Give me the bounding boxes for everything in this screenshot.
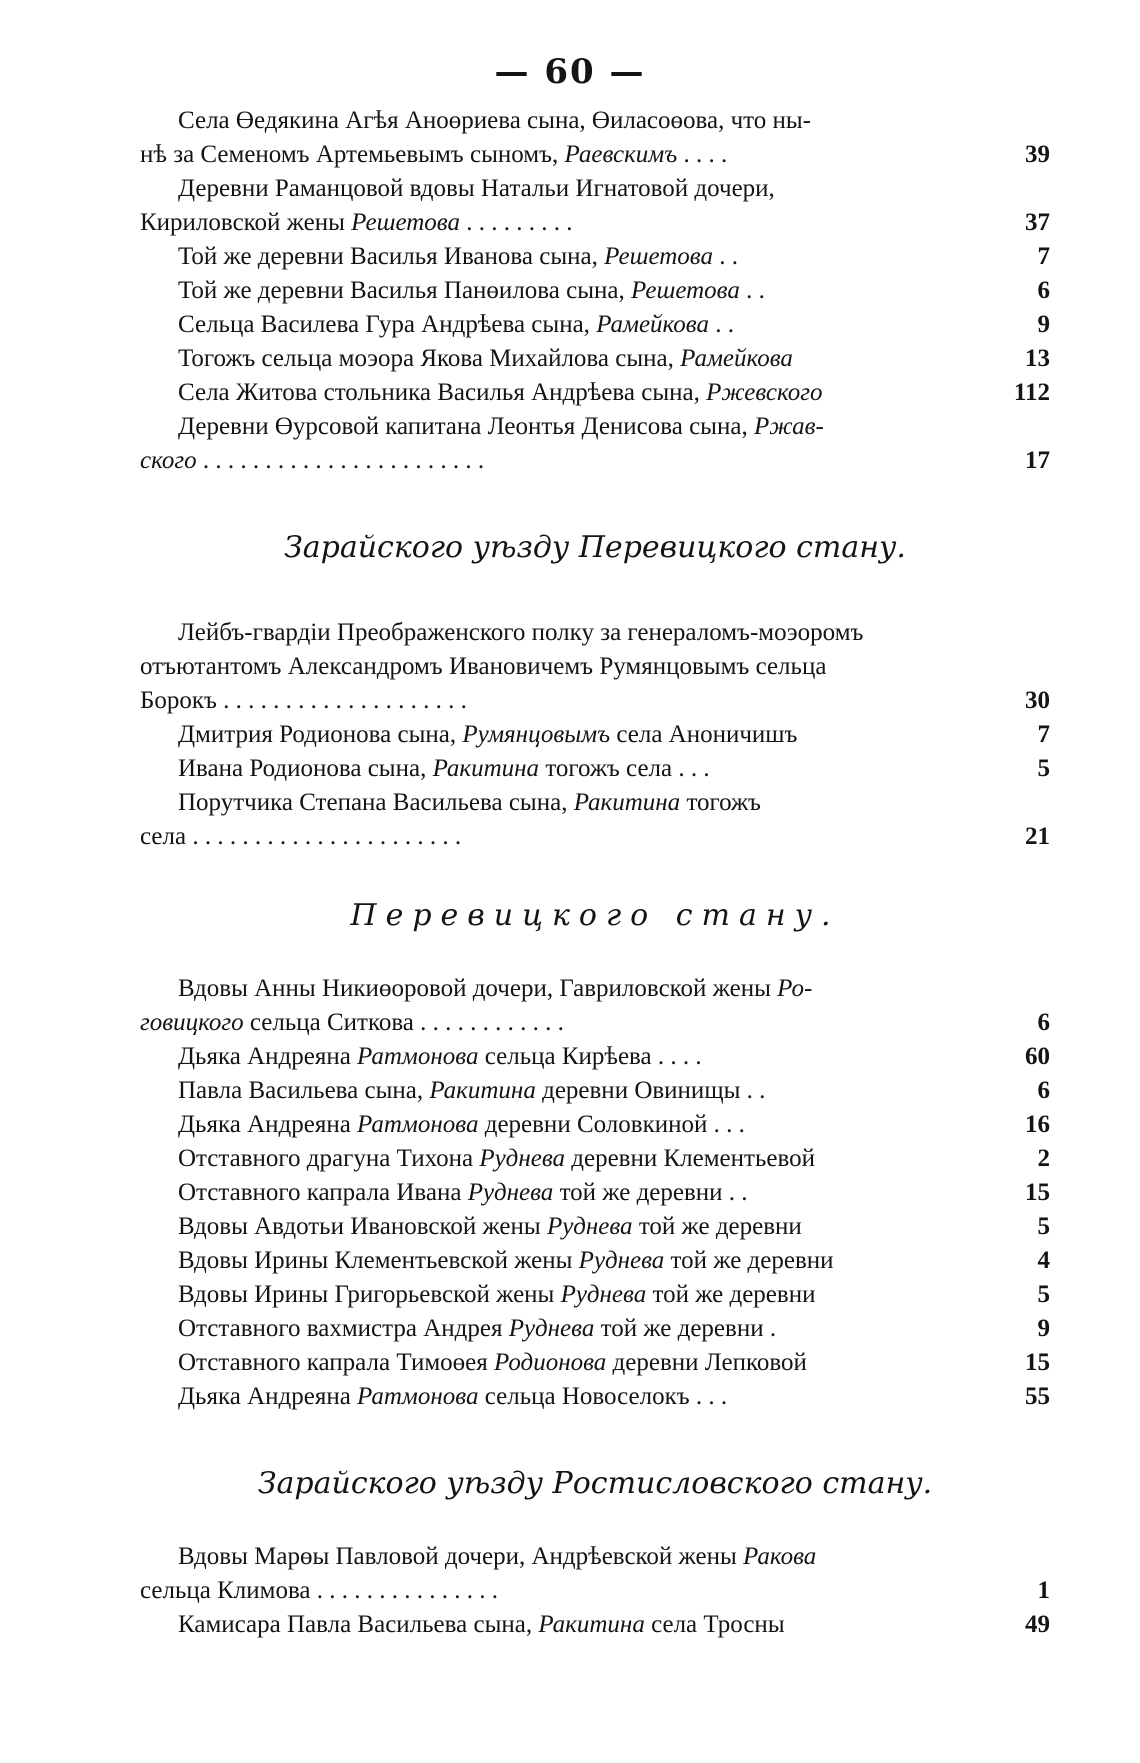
surname: Руднева bbox=[467, 1179, 554, 1206]
list-item: Дьяка Андреяна Ратмонова деревни Соловкиной . . . 16 bbox=[140, 1108, 1050, 1142]
count: 6 bbox=[1037, 1009, 1050, 1036]
surname: Ро- bbox=[777, 975, 813, 1002]
surname: Ржевского bbox=[706, 379, 823, 406]
list-item: Отставного капрала Тимоөея Родионова деревни Лепковой 15 bbox=[140, 1346, 1050, 1380]
surname: Решетова bbox=[604, 243, 713, 270]
count: 5 bbox=[1037, 1281, 1050, 1308]
list-item: Отставного драгуна Тихона Руднева деревни Клементьевой 2 bbox=[140, 1142, 1050, 1176]
list-item: Села Житова стольника Василья Андрѣева сына, Ржевского 112 bbox=[140, 376, 1050, 410]
section-heading: Зарайского уѣзду Ростисловского стану. bbox=[257, 1466, 933, 1501]
list-item: Вдовы Ирины Григорьевской жены Руднева той же деревни 5 bbox=[140, 1278, 1050, 1312]
list-item: Вдовы Марөы Павловой дочери, Андрѣевской жены Ракова bbox=[178, 1543, 817, 1570]
surname: Раевскимъ bbox=[564, 141, 678, 168]
entries-block-1 bbox=[140, 104, 1050, 478]
list-item bbox=[140, 172, 1050, 206]
list-item: Вдовы Авдотьи Ивановской жены Руднева той же деревни 5 bbox=[140, 1210, 1050, 1244]
surname: Ракитина bbox=[429, 1077, 536, 1104]
list-item: Сельца Василева Гура Андрѣева сына, Рамейкова . . 9 bbox=[140, 308, 1050, 342]
entry-text: Борокъ . . . . . . . . . . . . . . . . . . . . bbox=[140, 687, 467, 714]
list-item bbox=[140, 104, 1050, 138]
section-heading: Перевицкого стану. bbox=[350, 898, 840, 933]
count: 13 bbox=[1025, 345, 1050, 372]
list-item-cont bbox=[140, 1574, 1050, 1608]
entries-block-2 bbox=[140, 616, 1050, 854]
count: 55 bbox=[1025, 1383, 1050, 1410]
count: 21 bbox=[1025, 823, 1050, 850]
surname: Рамейкова bbox=[596, 311, 709, 338]
count: 112 bbox=[1013, 379, 1050, 406]
list-item: Вдовы Анны Никиөоровой дочери, Гавриловской жены Ро- bbox=[178, 975, 813, 1002]
list-item: Ивана Родионова сына, Ракитина тогожъ села . . . 5 bbox=[140, 752, 1050, 786]
count: 6 bbox=[1037, 1077, 1050, 1104]
list-item-cont: ского . . . . . . . . . . . . . . . . . . . . . . . 17 bbox=[140, 444, 1050, 478]
page-number: — 60 — bbox=[494, 52, 646, 92]
list-item: Вдовы Ирины Клементьевской жены Руднева той же деревни 4 bbox=[140, 1244, 1050, 1278]
count: 7 bbox=[1037, 721, 1050, 748]
list-item: Дмитрия Родионова сына, Румянцовымъ села Аноничишъ 7 bbox=[140, 718, 1050, 752]
count: 4 bbox=[1037, 1247, 1050, 1274]
surname: говицкого bbox=[140, 1009, 244, 1036]
count: 9 bbox=[1037, 311, 1050, 338]
surname: Руднева bbox=[560, 1281, 647, 1308]
list-item: Тогожъ сельца моэора Якова Михайлова сына, Рамейкова 13 bbox=[140, 342, 1050, 376]
count: 7 bbox=[1037, 243, 1050, 270]
entry-text: Лейбъ-гвардіи Преображенского полку за генераломъ-моэоромъ bbox=[178, 619, 864, 646]
surname: Рамейкова bbox=[680, 345, 793, 372]
surname: Румянцовымъ bbox=[462, 721, 611, 748]
count: 6 bbox=[1037, 277, 1050, 304]
list-item: Отставного вахмистра Андрея Руднева той же деревни . 9 bbox=[140, 1312, 1050, 1346]
surname: Ракитина bbox=[538, 1611, 645, 1638]
entry-text: Села Өедякина Агѣя Аноөриева сына, Өиласоөова, что ны- bbox=[178, 107, 812, 134]
count: 60 bbox=[1025, 1043, 1050, 1070]
surname: Ракитина bbox=[573, 789, 681, 816]
list-item: Той же деревни Василья Панөилова сына, Решетова . . 6 bbox=[140, 274, 1050, 308]
entry-text: Деревни Раманцовой вдовы Натальи Игнатовой дочери, bbox=[178, 175, 775, 202]
count: 5 bbox=[1037, 755, 1050, 782]
surname: Ракова bbox=[743, 1543, 817, 1570]
surname: Ратмонова bbox=[357, 1043, 479, 1070]
entries-block-3 bbox=[140, 972, 1050, 1414]
list-item-cont: Кириловской жены Решетова . . . . . . . . . 37 bbox=[140, 206, 1050, 240]
list-item: Деревни Өурсовой капитана Леонтья Денисова сына, Ржав- bbox=[178, 413, 824, 440]
list-item: Камисара Павла Васильева сына, Ракитина села Тросны 49 bbox=[140, 1608, 1050, 1642]
count: 17 bbox=[1025, 447, 1050, 474]
list-item: Порутчика Степана Васильева сына, Ракитина тогожъ bbox=[178, 789, 761, 816]
list-item: Дьяка Андреяна Ратмонова сельца Кирѣева . . . . 60 bbox=[140, 1040, 1050, 1074]
surname: Решетова bbox=[351, 209, 460, 236]
surname: Руднева bbox=[479, 1145, 565, 1172]
count: 15 bbox=[1025, 1179, 1050, 1206]
count: 39 bbox=[1025, 141, 1050, 168]
section-heading: Зарайского уѣзду Перевицкого стану. bbox=[284, 530, 906, 565]
surname: Ратмонова bbox=[357, 1111, 479, 1138]
list-item: Отставного капрала Ивана Руднева той же деревни . . 15 bbox=[140, 1176, 1050, 1210]
count: 2 bbox=[1037, 1145, 1050, 1172]
surname: Руднева bbox=[578, 1247, 665, 1274]
count: 9 bbox=[1037, 1315, 1050, 1342]
count: 1 bbox=[1037, 1577, 1050, 1604]
list-item bbox=[140, 616, 1050, 650]
count: 16 bbox=[1025, 1111, 1050, 1138]
list-item-cont: говицкого сельца Ситкова . . . . . . . . . . . . 6 bbox=[140, 1006, 1050, 1040]
surname: Ржав- bbox=[753, 413, 824, 440]
list-item: Дьяка Андреяна Ратмонова сельца Новоселокъ . . . 55 bbox=[140, 1380, 1050, 1414]
surname: ского bbox=[140, 447, 197, 474]
list-item-cont bbox=[140, 650, 1050, 684]
count: 5 bbox=[1037, 1213, 1050, 1240]
entry-text: сельца Климова . . . . . . . . . . . . . . . bbox=[140, 1577, 499, 1604]
surname: Родионова bbox=[494, 1349, 607, 1376]
entry-text: села . . . . . . . . . . . . . . . . . . . . . . bbox=[140, 823, 462, 850]
count: 49 bbox=[1025, 1611, 1050, 1638]
count: 15 bbox=[1025, 1349, 1050, 1376]
entries-block-4 bbox=[140, 1540, 1050, 1642]
list-item-cont bbox=[140, 684, 1050, 718]
list-item-cont bbox=[140, 820, 1050, 854]
surname: Решетова bbox=[630, 277, 740, 304]
surname: Руднева bbox=[508, 1315, 595, 1342]
entry-text: отъютантомъ Александромъ Ивановичемъ Румянцовымъ сельца bbox=[140, 653, 827, 680]
surname: Руднева bbox=[546, 1213, 633, 1240]
surname: Ракитина bbox=[432, 755, 540, 782]
list-item: Той же деревни Василья Иванова сына, Решетова . . 7 bbox=[140, 240, 1050, 274]
list-item-cont: нѣ за Семеномъ Артемьевымъ сыномъ, Раевскимъ . . . . 39 bbox=[140, 138, 1050, 172]
list-item: Павла Васильева сына, Ракитина деревни Овинищы . . 6 bbox=[140, 1074, 1050, 1108]
surname: Ратмонова bbox=[357, 1383, 479, 1410]
count: 30 bbox=[1025, 687, 1050, 714]
count: 37 bbox=[1025, 209, 1050, 236]
